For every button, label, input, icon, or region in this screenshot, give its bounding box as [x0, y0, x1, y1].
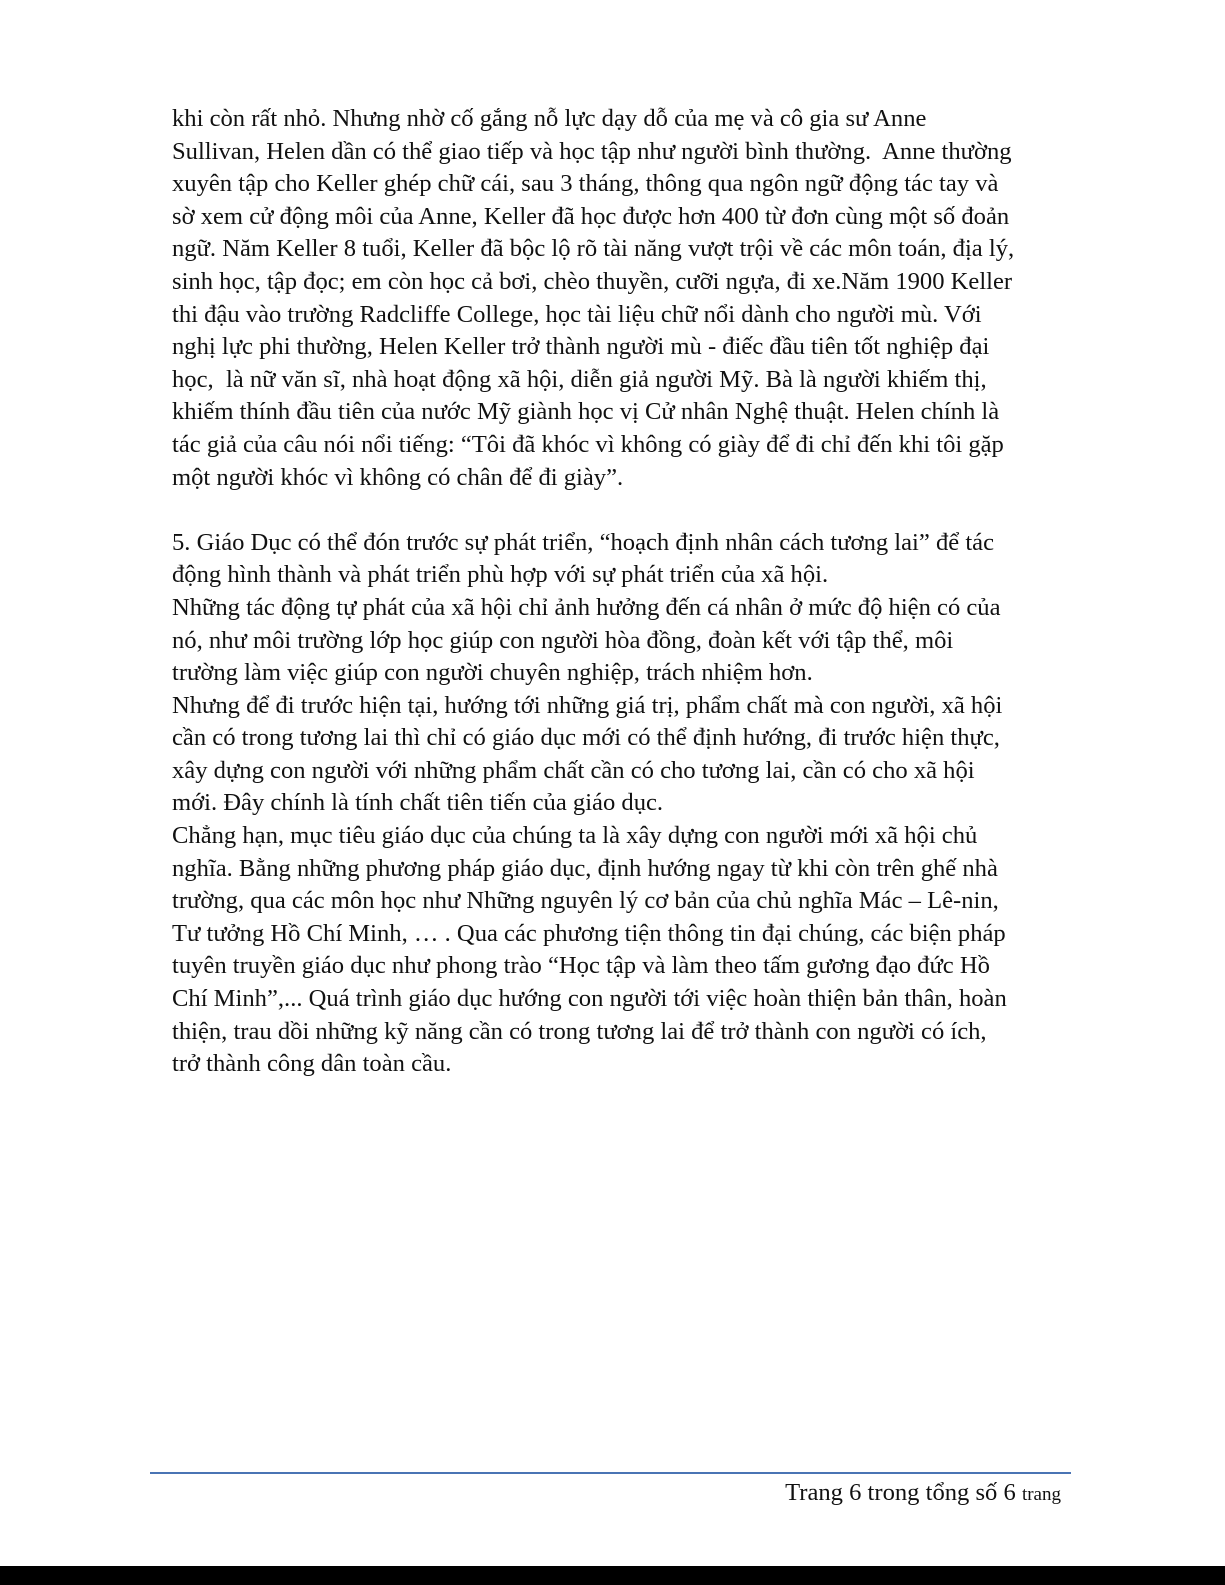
text-line: học, là nữ văn sĩ, nhà hoạt động xã hội, diễn giả người Mỹ. Bà là người khiếm thị, [172, 365, 987, 393]
text-line: Những tác động tự phát của xã hội chỉ ảnh hưởng đến cá nhân ở mức độ hiện có của [172, 593, 1001, 621]
text-line: trường làm việc giúp con người chuyên nghiệp, trách nhiệm hơn. [172, 659, 813, 687]
text-line: tác giả của câu nói nổi tiếng: “Tôi đã khóc vì không có giày để đi chỉ đến khi tôi gặp [172, 430, 1004, 458]
text-line: nó, như môi trường lớp học giúp con người hòa đồng, đoàn kết với tập thể, môi [172, 626, 954, 654]
page-number-label: Trang 6 trong tổng số 6 [785, 1479, 1016, 1506]
text-line: sờ xem cử động môi của Anne, Keller đã học được hơn 400 từ đơn cùng một số đoản [172, 202, 1010, 230]
footer-divider [150, 1472, 1071, 1474]
text-line: 5. Giáo Dục có thể đón trước sự phát triển, “hoạch định nhân cách tương lai” để tác [172, 528, 994, 556]
text-line: trường, qua các môn học như Những nguyên lý cơ bản của chủ nghĩa Mác – Lê-nin, [172, 887, 999, 915]
text-line: thiện, trau dồi những kỹ năng cần có trong tương lai để trở thành con người có ích, [172, 1017, 987, 1045]
text-line: Tư tưởng Hồ Chí Minh, … . Qua các phương tiện thông tin đại chúng, các biện pháp [172, 919, 1006, 947]
paragraph-helen-keller [172, 103, 1072, 494]
text-line: Sullivan, Helen dần có thể giao tiếp và học tập như người bình thường. Anne thường [172, 137, 1012, 165]
text-line: Chí Minh”,... Quá trình giáo dục hướng con người tới việc hoàn thiện bản thân, hoàn [172, 985, 1007, 1013]
text-line: một người khóc vì không có chân để đi giày”. [172, 463, 624, 491]
text-line: nghĩa. Bằng những phương pháp giáo dục, định hướng ngay từ khi còn trên ghế nhà [172, 854, 998, 882]
text-line: sinh học, tập đọc; em còn học cả bơi, chèo thuyền, cưỡi ngựa, đi xe.Năm 1900 Keller [172, 267, 1013, 295]
text-line: động hình thành và phát triển phù hợp với sự phát triển của xã hội. [172, 561, 829, 589]
text-line: Chẳng hạn, mục tiêu giáo dục của chúng ta là xây dựng con người mới xã hội chủ [172, 822, 978, 850]
text-line: khi còn rất nhỏ. Nhưng nhờ cố gắng nỗ lực dạy dỗ của mẹ và cô gia sư Anne [172, 105, 927, 132]
paragraph-section-5 [172, 527, 1072, 1081]
text-line: thi đậu vào trường Radcliffe College, học tài liệu chữ nổi dành cho người mù. Với [172, 300, 982, 328]
bottom-edge-bar [0, 1566, 1225, 1585]
text-line: cần có trong tương lai thì chỉ có giáo dục mới có thể định hướng, đi trước hiện thực, [172, 724, 1000, 752]
text-line: xây dựng con người với những phẩm chất cần có cho tương lai, cần có cho xã hội [172, 756, 975, 784]
text-line: ngữ. Năm Keller 8 tuổi, Keller đã bộc lộ rõ tài năng vượt trội về các môn toán, địa lý, [172, 235, 1015, 263]
paragraph-spacer [172, 494, 1072, 527]
text-line: nghị lực phi thường, Helen Keller trở thành người mù - điếc đầu tiên tốt nghiệp đại [172, 333, 990, 361]
document-body [172, 103, 1072, 1081]
text-line: tuyên truyền giáo dục như phong trào “Học tập và làm theo tấm gương đạo đức Hồ [172, 952, 990, 980]
text-line: trở thành công dân toàn cầu. [172, 1050, 452, 1078]
text-line: Nhưng để đi trước hiện tại, hướng tới những giá trị, phẩm chất mà con người, xã hội [172, 691, 1003, 719]
text-line: mới. Đây chính là tính chất tiên tiến của giáo dục. [172, 789, 664, 817]
page-number-suffix: trang [1021, 1484, 1061, 1505]
text-line: xuyên tập cho Keller ghép chữ cái, sau 3 tháng, thông qua ngôn ngữ động tác tay và [172, 170, 999, 198]
page-number-footer [785, 1477, 1061, 1511]
text-line: khiếm thính đầu tiên của nước Mỹ giành học vị Cử nhân Nghệ thuật. Helen chính là [172, 398, 1000, 426]
